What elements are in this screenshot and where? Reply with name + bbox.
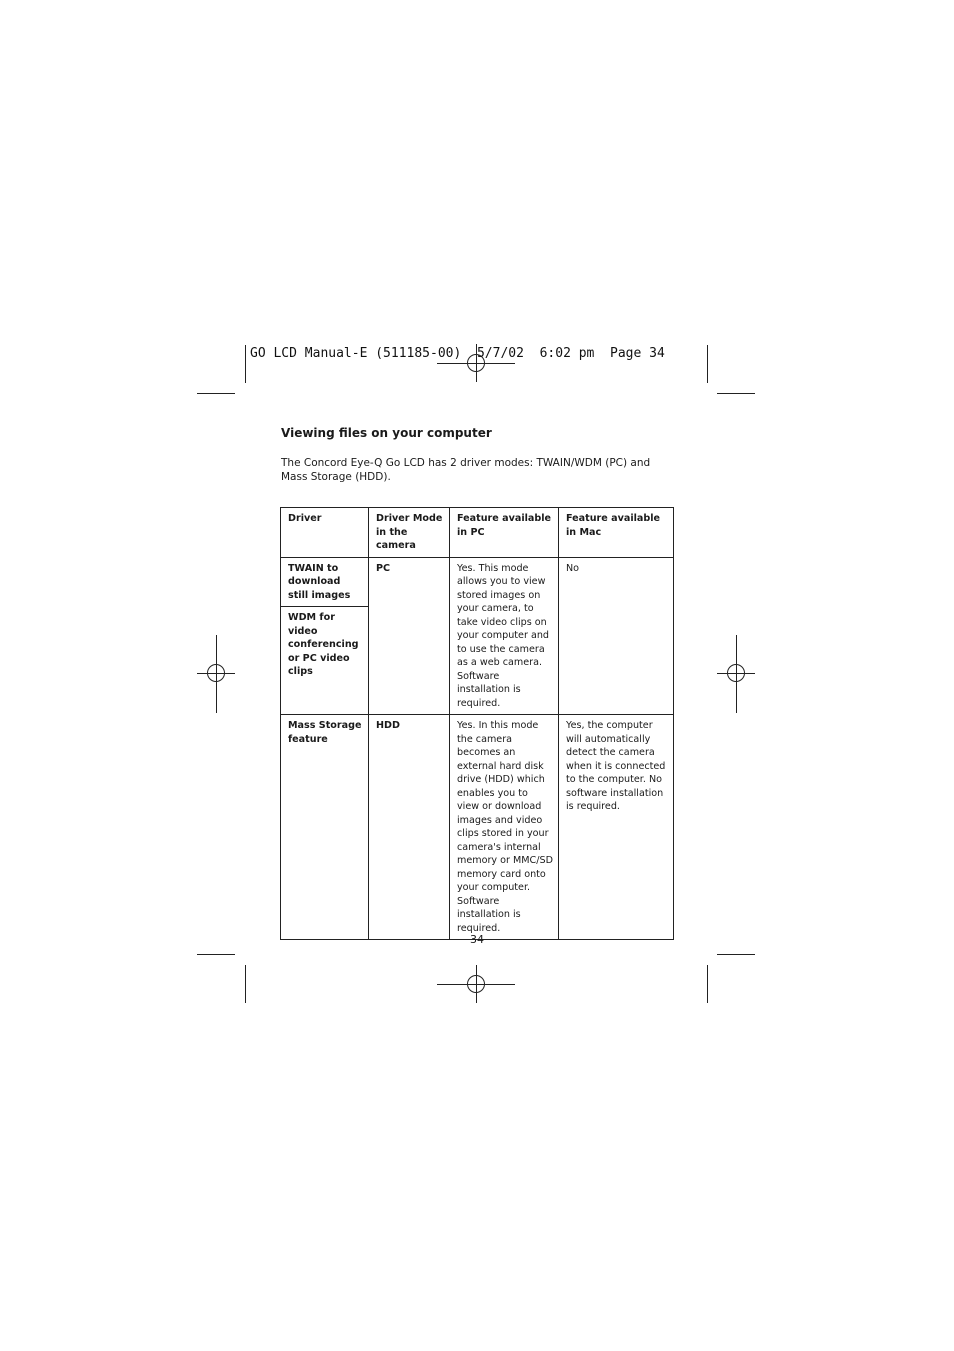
driver-modes-table [280, 507, 674, 940]
header-driver: Driver [281, 508, 369, 558]
registration-circle-left-icon [207, 664, 225, 682]
crop-mark-top-left-horizontal [197, 393, 235, 394]
table-header-row [281, 508, 674, 558]
driver-wdm: WDM for video conferencing or PC video clips [281, 606, 368, 683]
crop-mark-bottom-right-vertical [707, 965, 708, 1003]
pc-feature-cell-pc-mode: Yes. This mode allows you to view stored images on your camera, to take video clips on your computer and to use the camera as a web camera. Software installation is required. [450, 557, 559, 715]
mac-feature-cell-hdd-mode: Yes, the computer will automatically detect the camera when it is connected to the computer. No software installation is required. [559, 715, 674, 940]
mode-cell-hdd: HDD [369, 715, 450, 940]
print-slug-line: GO LCD Manual-E (511185-00) 5/7/02 6:02 pm Page 34 [250, 346, 665, 361]
crop-mark-bottom-left-vertical [245, 965, 246, 1003]
registration-circle-bottom-icon [467, 975, 485, 993]
mac-feature-cell-pc-mode: No [559, 557, 674, 715]
crop-mark-bottom-right-horizontal [717, 954, 755, 955]
page-number: 34 [470, 933, 484, 946]
pc-feature-cell-hdd-mode: Yes. In this mode the camera becomes an external hard disk drive (HDD) which enables you to view or download images and video clips stored in your camera's internal memory or MMC/SD memory card onto your computer. Software installation is required. [450, 715, 559, 940]
crop-mark-top-right-vertical [707, 345, 708, 383]
header-driver-mode: Driver Mode in the camera [369, 508, 450, 558]
header-feature-mac: Feature available in Mac [559, 508, 674, 558]
table-row [281, 557, 674, 715]
crop-mark-top-right-horizontal [717, 393, 755, 394]
section-title: Viewing files on your computer [281, 426, 492, 440]
crop-mark-bottom-left-horizontal [197, 954, 235, 955]
driver-cell-pc [281, 557, 369, 715]
intro-paragraph: The Concord Eye-Q Go LCD has 2 driver modes: TWAIN/WDM (PC) and Mass Storage (HDD). [281, 457, 651, 483]
registration-circle-right-icon [727, 664, 745, 682]
header-feature-pc: Feature available in PC [450, 508, 559, 558]
table-row [281, 715, 674, 940]
driver-cell-hdd: Mass Storage feature [281, 715, 369, 940]
driver-twain: TWAIN to download still images [288, 562, 351, 601]
mode-cell-pc: PC [369, 557, 450, 715]
crop-mark-top-left-vertical [245, 345, 246, 383]
